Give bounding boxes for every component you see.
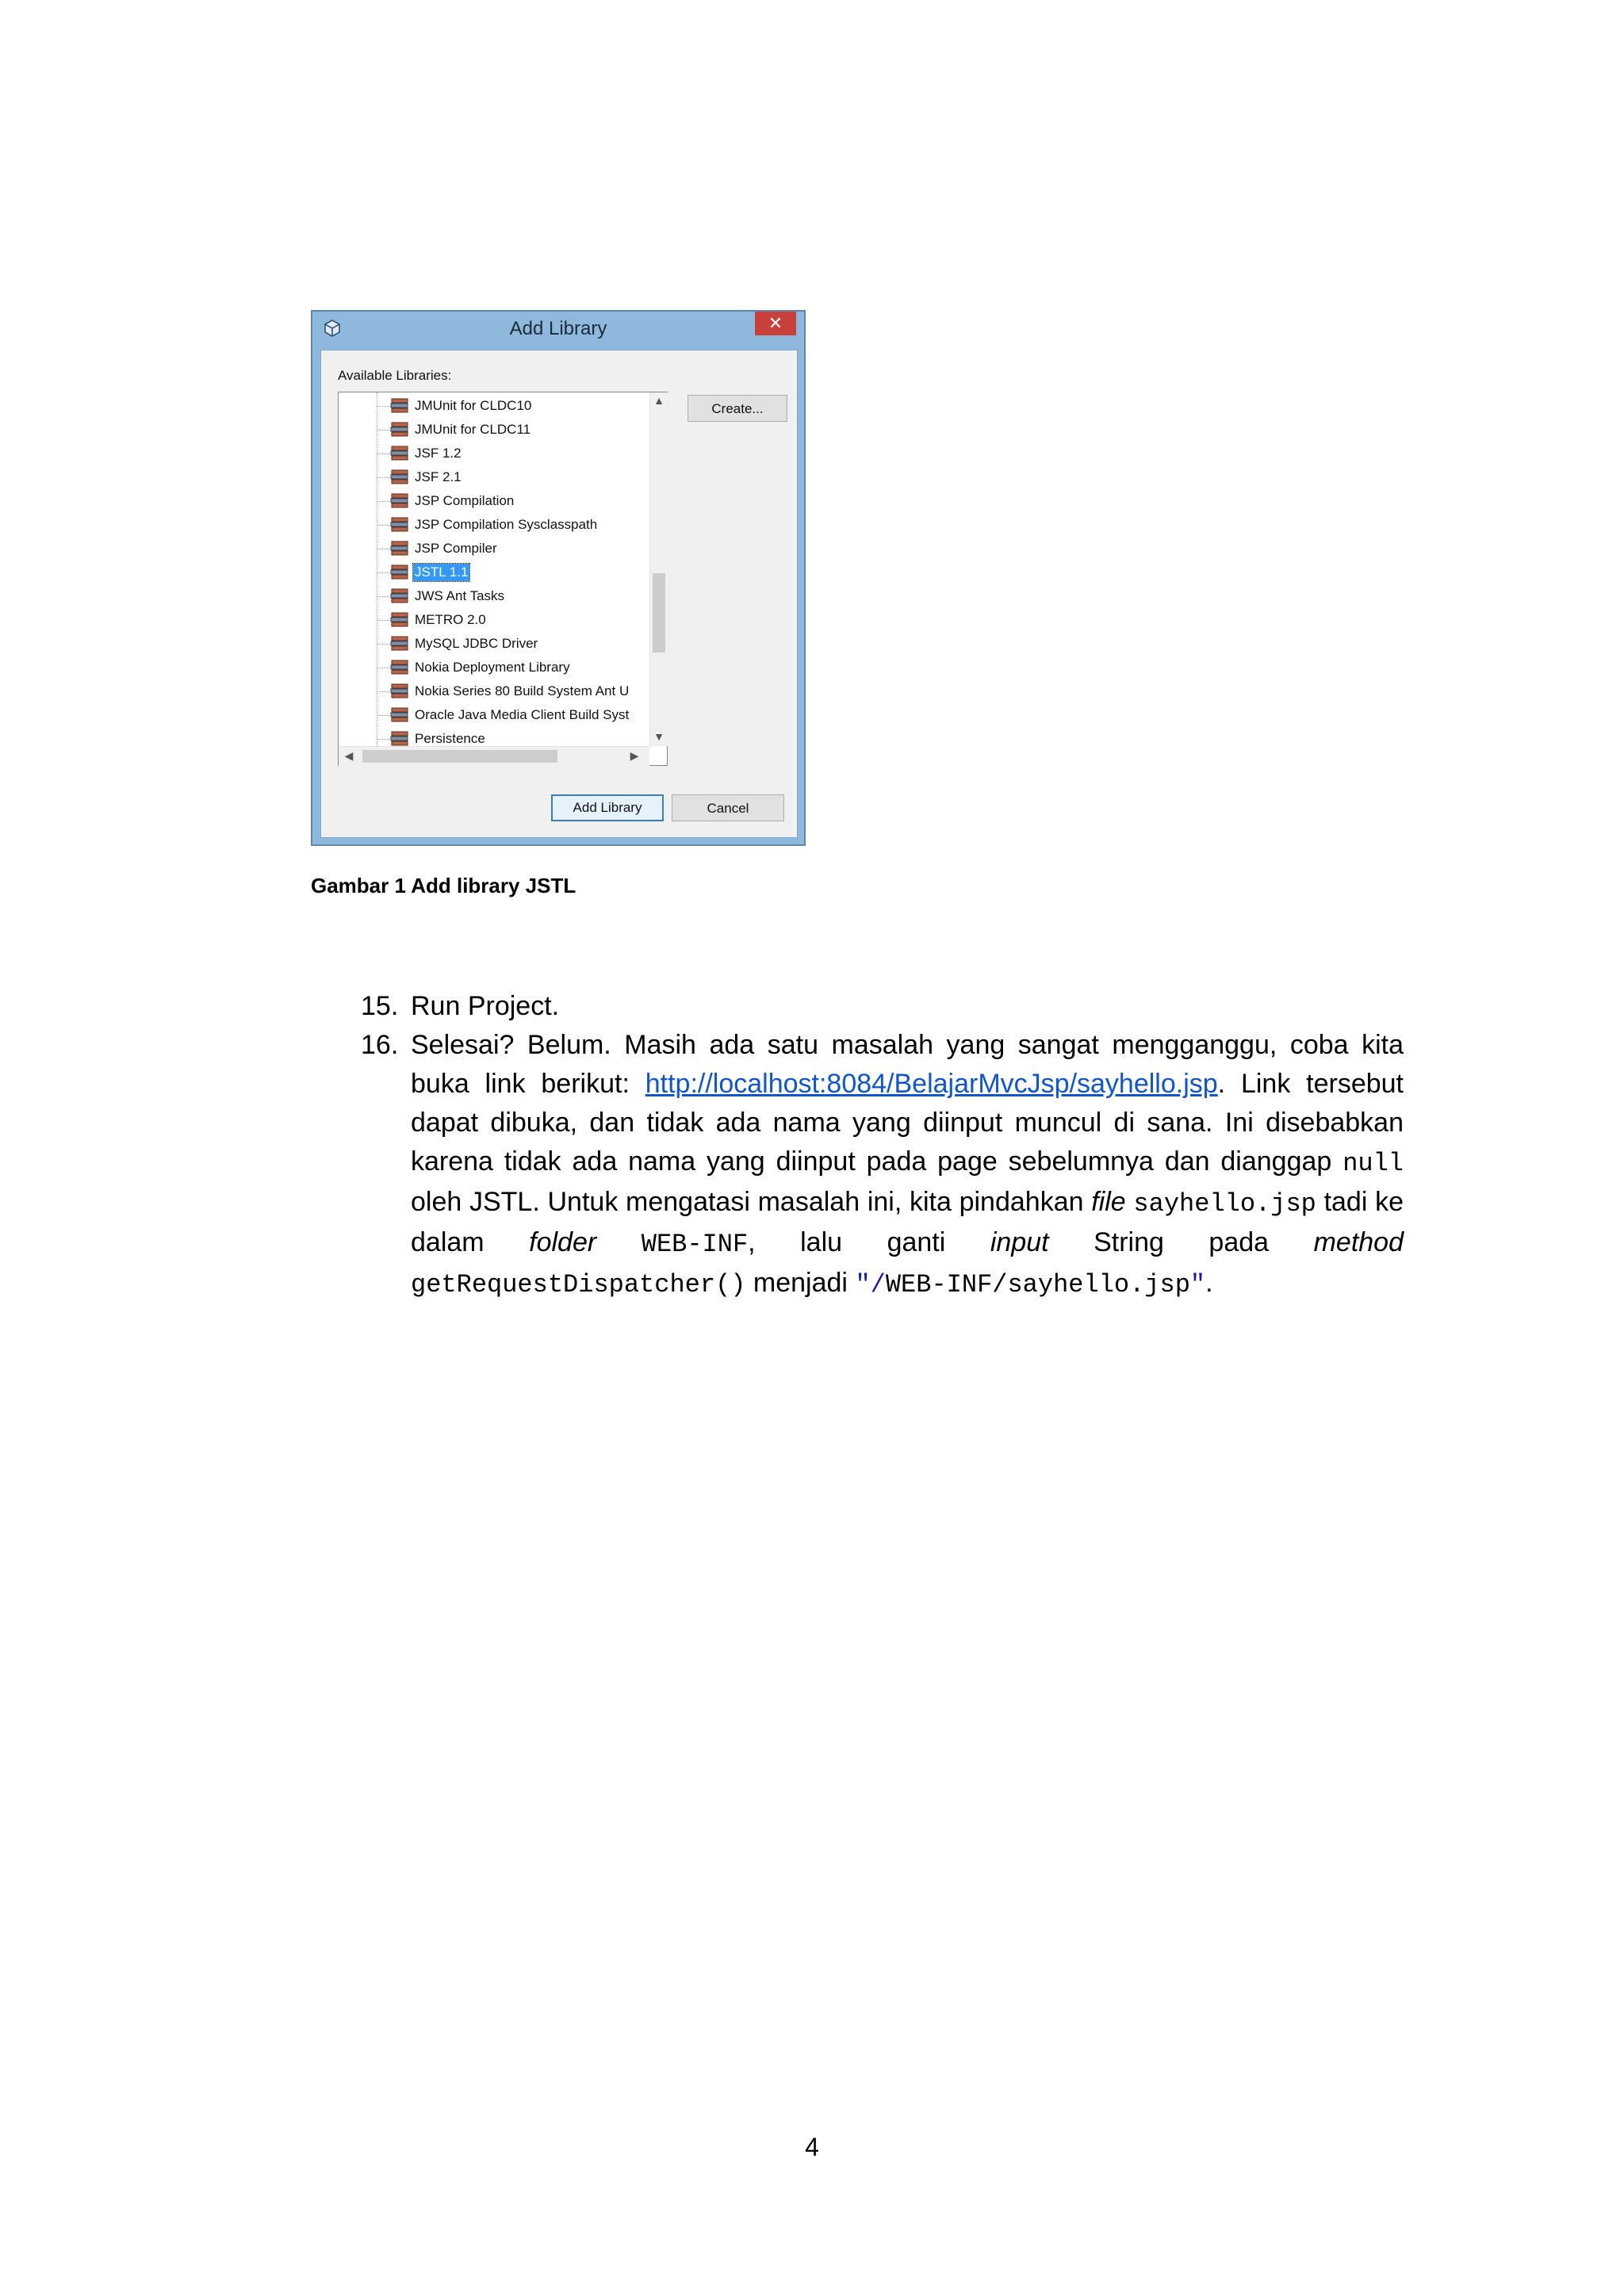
tree-stub: [377, 453, 389, 454]
step-number: 15.: [361, 991, 399, 1021]
code-sayhello: sayhello.jsp: [1133, 1189, 1316, 1219]
library-label: Persistence: [415, 731, 485, 746]
scroll-up-arrow-icon[interactable]: ▲: [653, 394, 665, 407]
library-label: Nokia Deployment Library: [415, 660, 570, 675]
available-libraries-label: Available Libraries:: [338, 368, 452, 383]
library-books-icon: [390, 683, 409, 700]
dialog-titlebar: [312, 312, 804, 346]
library-label: JMUnit for CLDC10: [415, 398, 532, 413]
library-books-icon: [390, 469, 409, 486]
step-text: Selesai? Belum. Masih ada satu masalah yang sangat mengganggu, coba kita buka link berikut:: [411, 1030, 1404, 1099]
step-text: . Link tersebut dapat dibuka, dan tidak ada nama yang diinput muncul di sana. Ini disebabkan karena tidak ada nama yang diinput pada page sebelumnya dan dianggap: [411, 1069, 1404, 1177]
library-item[interactable]: [377, 632, 649, 656]
library-books-icon: [390, 611, 409, 629]
figure-caption: Gambar 1 Add library JSTL: [311, 874, 576, 897]
step-number: 16.: [361, 1030, 399, 1060]
localhost-link[interactable]: http://localhost:8084/BelajarMvcJsp/sayhello.jsp: [645, 1069, 1218, 1099]
vertical-scrollbar[interactable]: [649, 392, 668, 746]
step-text: String pada: [1048, 1227, 1314, 1257]
step-text: tadi ke dalam: [411, 1187, 1404, 1257]
library-label: JSP Compilation: [415, 493, 515, 508]
em-folder: folder: [529, 1227, 597, 1257]
scroll-left-arrow-icon[interactable]: ◀: [344, 749, 354, 762]
library-books-icon: [390, 516, 409, 534]
step-15: [361, 987, 1404, 1026]
library-item[interactable]: [377, 489, 649, 513]
library-label: JSP Compiler: [415, 541, 497, 556]
step-text: oleh JSTL. Untuk mengatasi masalah ini, kita pindahkan: [411, 1187, 1092, 1217]
library-item[interactable]: [377, 442, 649, 465]
horizontal-scroll-thumb[interactable]: [362, 750, 557, 763]
tree-stub: [377, 525, 389, 526]
dialog-title: Add Library: [509, 318, 607, 339]
tree-stub: [377, 620, 389, 621]
code-quote-open: ": [855, 1270, 871, 1299]
add-library-dialog: [311, 310, 806, 846]
em-input: input: [990, 1227, 1049, 1257]
cancel-button[interactable]: Cancel: [672, 794, 784, 821]
library-label: JMUnit for CLDC11: [415, 422, 531, 437]
tree-stub: [377, 739, 389, 740]
code-webinf: WEB-INF: [641, 1230, 749, 1259]
tree-stub: [377, 501, 389, 502]
library-item[interactable]: [377, 537, 649, 561]
tree-stub: [377, 715, 389, 716]
library-label: JSF 1.2: [415, 446, 462, 461]
library-label: JWS Ant Tasks: [415, 588, 505, 603]
close-button[interactable]: ✕: [755, 312, 796, 335]
tree-stub: [377, 691, 389, 692]
code-quote-close: ": [1189, 1270, 1206, 1299]
library-item[interactable]: [377, 679, 649, 703]
library-item[interactable]: [377, 584, 649, 608]
library-item[interactable]: [377, 418, 649, 442]
library-books-icon: [390, 397, 409, 415]
library-books-icon: [390, 564, 409, 581]
library-item[interactable]: [377, 703, 649, 727]
step-text: , lalu ganti: [748, 1227, 990, 1257]
page-number: 4: [805, 2133, 819, 2161]
em-method: method: [1313, 1227, 1404, 1257]
library-item[interactable]: [377, 656, 649, 679]
library-books-icon: [390, 659, 409, 676]
library-item[interactable]: [377, 727, 649, 746]
add-library-button[interactable]: Add Library: [551, 794, 664, 821]
vertical-scroll-thumb[interactable]: [653, 573, 665, 652]
library-books-icon: [390, 635, 409, 652]
library-item[interactable]: [377, 465, 649, 489]
library-item[interactable]: [377, 513, 649, 537]
library-label: METRO 2.0: [415, 612, 486, 627]
library-item[interactable]: [377, 394, 649, 418]
code-path: WEB-INF/sayhello.jsp: [885, 1270, 1190, 1299]
library-books-icon: [390, 587, 409, 605]
code-null: null: [1342, 1149, 1404, 1178]
create-button[interactable]: Create...: [688, 395, 787, 422]
library-item[interactable]: [377, 608, 649, 632]
libraries-listbox[interactable]: [338, 392, 668, 766]
library-books-icon: [390, 706, 409, 724]
step-text: menjadi: [745, 1268, 856, 1298]
tree-stub: [377, 596, 389, 597]
code-getrequestdispatcher: getRequestDispatcher(): [411, 1270, 746, 1299]
step-16: [361, 1026, 1404, 1304]
step-text: Run Project.: [411, 991, 560, 1021]
library-label: Nokia Series 80 Build System Ant U: [415, 683, 630, 698]
library-books-icon: [390, 492, 409, 510]
library-books-icon: [390, 540, 409, 557]
code-slash: /: [870, 1270, 886, 1299]
library-label: Oracle Java Media Client Build Syst: [415, 707, 630, 722]
step-text: .: [1205, 1268, 1213, 1298]
library-books-icon: [390, 421, 409, 438]
scroll-down-arrow-icon[interactable]: ▼: [653, 730, 665, 743]
library-books-icon: [390, 730, 409, 746]
library-books-icon: [390, 445, 409, 462]
libraries-tree: [339, 392, 649, 746]
library-label: MySQL JDBC Driver: [415, 636, 538, 651]
library-item[interactable]: [377, 561, 649, 584]
tree-stub: [377, 477, 389, 478]
library-label: JSP Compilation Sysclasspath: [415, 517, 598, 532]
tree-stub: [377, 644, 389, 645]
library-label: JSF 2.1: [415, 469, 462, 484]
steps-list: [361, 987, 1404, 1304]
tree-stub: [377, 406, 389, 407]
em-file: file: [1091, 1187, 1126, 1217]
scroll-right-arrow-icon[interactable]: ▶: [630, 749, 639, 762]
dialog-client-area: [320, 350, 798, 838]
library-label: JSTL 1.1: [415, 564, 469, 580]
tree-stub: [377, 572, 389, 573]
horizontal-scrollbar[interactable]: [339, 746, 649, 766]
